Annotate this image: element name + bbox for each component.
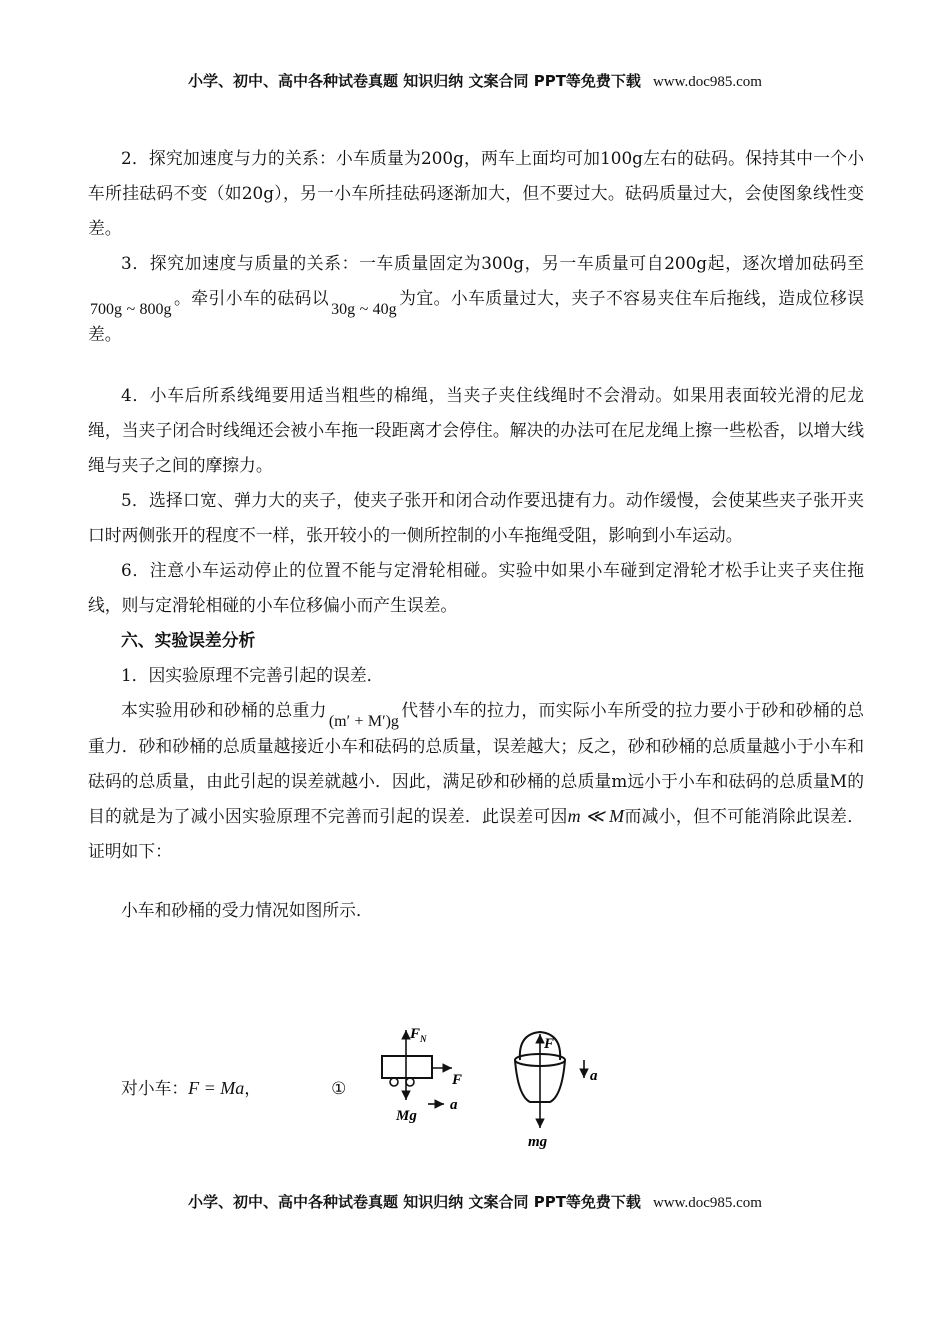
bucket-diagram [515, 1032, 598, 1150]
cart-body [382, 1056, 432, 1078]
header-text: 小学、初中、高中各种试卷真题 知识归纳 文案合同 PPT等免费下载 [188, 72, 641, 90]
mass-condition-formula: m ≪ M [567, 806, 625, 826]
paragraph-2: 2．探究加速度与力的关系：小车质量为200g，两车上面均可加100g左右的砝码。保持其中一个小车所挂砝码不变（如20g），另一小车所挂砝码逐渐加大，但不要过大。砝码质量过大，会使图象线性变差。 [88, 148, 864, 238]
cart-a-label: a [450, 1097, 458, 1113]
page-header [0, 70, 950, 91]
cart-fn-label: $F_N$ [410, 1026, 427, 1044]
document-body [88, 141, 864, 1106]
force-diagram [368, 1024, 628, 1154]
mass-range-formula: 700g ~ 800g [90, 301, 172, 318]
gravity-formula: (m′ + M′)g [328, 713, 399, 730]
cart-mg-label: Mg [396, 1108, 417, 1124]
cart-f-label: F [452, 1072, 463, 1088]
paragraph-3 [88, 246, 864, 352]
equation-math: F = Ma [188, 1078, 245, 1098]
page-footer [0, 1191, 950, 1212]
footer-text: 小学、初中、高中各种试卷真题 知识归纳 文案合同 PPT等免费下载 [188, 1193, 641, 1211]
figure-intro: 小车和砂桶的受力情况如图所示． [121, 900, 373, 920]
bucket-a-label: a [590, 1068, 598, 1084]
footer-url[interactable]: www.doc985.com [652, 1195, 762, 1211]
error-item-1: 1．因实验原理不完善引起的误差． [121, 665, 384, 685]
equation-separator: ， [244, 1078, 262, 1098]
paragraph-3-text-c: 为宜。小车质量过大，夹子不容易夹住车后拖线，造成位移误差。 [88, 288, 864, 344]
paragraph-3-text-b: 。牵引小车的砝码以 [173, 288, 330, 308]
paragraph-4: 4．小车后所系线绳要用适当粗些的棉绳，当夹子夹住线绳时不会滑动。如果用表面较光滑的尼龙绳，当夹子闭合时线绳还会被小车拖一段距离才会停住。解决的办法可在尼龙绳上擦一些松香，以增大线绳与夹子之间的摩擦力。 [88, 385, 864, 475]
paragraph-6: 6．注意小车运动停止的位置不能与定滑轮相碰。实验中如果小车碰到定滑轮才松手让夹子夹住拖线，则与定滑轮相碰的小车位移偏小而产生误差。 [88, 560, 864, 615]
section-title: 六、实验误差分析 [121, 630, 256, 650]
error-text-c: 而减小，但不可能消除此误差．证明如下： [88, 806, 864, 861]
equation-number: ① [331, 1078, 347, 1098]
paragraph-5: 5．选择口宽、弹力大的夹子，使夹子张开和闭合动作要迅捷有力。动作缓慢，会使某些夹子张开夹口时两侧张开的程度不一样，张开较小的一侧所控制的小车拖绳受阻，影响到小车运动。 [88, 490, 864, 545]
bucket-mg-label: mg [528, 1134, 548, 1150]
paragraph-3-text-a: 3．探究加速度与质量的关系：一车质量固定为300g，另一车质量可自200g起，逐次增加砝码至 [121, 253, 864, 273]
cart-wheel-right [406, 1078, 414, 1086]
weight-range-formula: 30g ~ 40g [331, 301, 397, 318]
cart-diagram [382, 1026, 462, 1124]
equation-label: 对小车： [121, 1078, 189, 1098]
cart-wheel-left [390, 1078, 398, 1086]
error-text-b: 代替小车的拉力，而实际小车所受的拉力要小于砂和砂桶的总重力．砂和砂桶的总质量越接近小车和砝码的总质量，误差越大；反之，砂和砂桶的总质量越小于小车和砝码的总质量，由此引起的误差就越小．因此，满足砂和砂桶的总质量m远小于小车和砝码的总质量M的目的就是为了减小因实验原理不完善而引起的误差．此误差可因 [88, 700, 864, 826]
error-explanation [88, 693, 864, 869]
error-text-a: 本实验用砂和砂桶的总重力 [121, 700, 327, 720]
header-url[interactable]: www.doc985.com [652, 74, 762, 90]
bucket-f-label: F [544, 1036, 555, 1052]
